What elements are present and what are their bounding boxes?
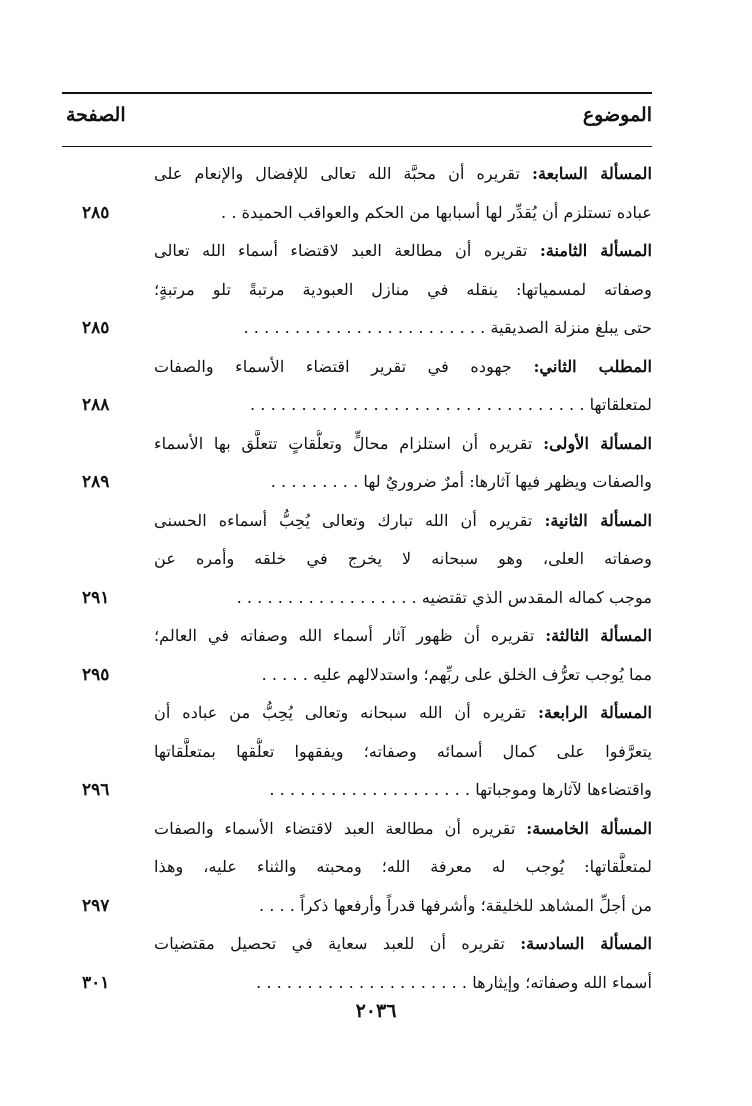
toc-line-text bbox=[154, 391, 652, 419]
toc-line bbox=[62, 772, 652, 811]
toc-leader-dots: . . . . . . . . . . . . . . . . . . bbox=[236, 587, 417, 607]
toc-line-text bbox=[154, 199, 652, 227]
toc-line bbox=[62, 464, 652, 503]
toc-line-text bbox=[154, 969, 652, 997]
toc-entry-text: لمتعلَّقاتها: يُوجب له معرفة الله؛ ومحبته والثناء عليه، وهذا bbox=[154, 857, 652, 876]
toc-leader-dots: . . . . . . . . . . . . . . . . . . . . . . . . bbox=[243, 318, 486, 337]
toc-entry-heading: المسألة الثانية: bbox=[544, 510, 652, 530]
toc-line bbox=[62, 272, 652, 311]
toc-leader-dots: . . . . . . . . . . . . . . . . . . . . . bbox=[256, 972, 468, 992]
toc-line-text bbox=[154, 853, 652, 881]
toc-line bbox=[62, 849, 652, 888]
toc-entry-text: وصفاته لمسمياتها: ينقله في منازل العبودية مرتبةً تلو مرتبةٍ؛ bbox=[154, 279, 652, 299]
toc-entry-text: تقريره أن الله سبحانه وتعالى يُحِبُّ من عباده أن bbox=[154, 703, 539, 722]
toc-entry-text: وصفاته العلى، وهو سبحانه لا يخرج في خلقه وأمره عن bbox=[154, 549, 652, 568]
toc-leader-dots: . . . . . bbox=[261, 664, 308, 684]
column-header-page: الصفحة bbox=[66, 104, 126, 126]
toc-line bbox=[62, 195, 652, 234]
toc-line bbox=[62, 695, 652, 734]
toc-entry-text: تقريره أن مطالعة العبد لاقتضاء الأسماء والصفات bbox=[154, 818, 527, 838]
column-header-topic: الموضوع bbox=[582, 104, 652, 126]
toc-line-text bbox=[154, 276, 652, 304]
toc-leader-dots: . . . . . . . . . bbox=[270, 472, 359, 491]
toc-entry-text: تقريره أن استلزام محالٍّ وتعلُّقاتٍ تتعلَّق بها الأسماء bbox=[154, 433, 544, 453]
toc-line-text bbox=[154, 930, 652, 958]
toc-page-number: ٢٩١ bbox=[82, 587, 110, 608]
toc-entry-text: جهوده في تقرير اقتضاء الأسماء والصفات bbox=[154, 356, 534, 376]
toc-line bbox=[62, 233, 652, 272]
toc-entry-text: يتعرَّفوا على كمال أسمائه وصفاته؛ ويفقهوا تعلُّقها بمتعلَّقاتها bbox=[154, 741, 652, 761]
toc-entry-heading: المطلب الثاني: bbox=[533, 356, 652, 376]
toc-entry-text: حتى يبلغ منزلة الصديقية bbox=[490, 318, 652, 337]
toc-leader-dots: . . bbox=[221, 202, 237, 222]
toc-line bbox=[62, 888, 652, 927]
toc-line-text bbox=[154, 815, 652, 843]
toc-line bbox=[62, 156, 652, 195]
toc-line bbox=[62, 618, 652, 657]
toc-line-text bbox=[154, 622, 652, 650]
toc-leader-dots: . . . . . . . . . . . . . . . . . . . . bbox=[269, 780, 471, 799]
toc-page-number: ٣٠١ bbox=[82, 972, 110, 993]
toc-page-number: ٢٨٨ bbox=[82, 395, 110, 415]
header-top-rule bbox=[62, 92, 652, 94]
toc-line bbox=[62, 580, 652, 619]
toc-line-text bbox=[154, 892, 652, 920]
toc-entry-heading: المسألة السابعة: bbox=[531, 164, 652, 183]
toc-line-text bbox=[154, 738, 652, 766]
toc-line bbox=[62, 503, 652, 542]
toc-leader-dots: . . . . . . . . . . . . . . . . . . . . . . . . . . . . . . . . . bbox=[250, 395, 585, 414]
toc-line-text bbox=[154, 545, 652, 573]
page-number: ٢٠٣٦ bbox=[355, 1000, 397, 1022]
toc-line-text bbox=[154, 237, 652, 265]
toc-leader-dots: . . . . bbox=[258, 895, 295, 915]
toc-line bbox=[62, 349, 652, 388]
toc-page-number: ٢٨٥ bbox=[82, 318, 110, 338]
toc-line-text bbox=[154, 776, 652, 804]
toc-entry-heading: المسألة السادسة: bbox=[520, 934, 652, 953]
toc-page-number: ٢٩٧ bbox=[82, 895, 110, 916]
toc-line-text bbox=[154, 584, 652, 612]
toc-entry-text: تقريره أن مطالعة العبد لاقتضاء أسماء الله تعالى bbox=[154, 241, 540, 260]
toc-entry-text: أسماء الله وصفاته؛ وإيثارها bbox=[472, 972, 652, 992]
toc-line bbox=[62, 541, 652, 580]
toc-entry-heading: المسألة الثالثة: bbox=[545, 626, 652, 645]
toc-line-text bbox=[154, 507, 652, 535]
toc-entry-text: والصفات ويظهر فيها آثارها: أمرٌ ضروريٌ لها bbox=[363, 472, 652, 491]
toc-line bbox=[62, 310, 652, 349]
toc-line bbox=[62, 426, 652, 465]
toc-entry-text: عباده تستلزم أن يُقدِّر لها أسبابها من الحكم والعواقب الحميدة bbox=[241, 202, 652, 222]
header-bottom-rule bbox=[62, 146, 652, 147]
toc-line-text bbox=[154, 468, 652, 496]
toc-entry-text: تقريره أن الله تبارك وتعالى يُحِبُّ أسماءه الحسنى bbox=[154, 510, 545, 530]
toc-line-text bbox=[154, 353, 652, 381]
toc-line bbox=[62, 657, 652, 696]
toc-entry-text: مما يُوجب تعرُّف الخلق على ربِّهم؛ واستدلالهم عليه bbox=[313, 664, 652, 684]
toc-line bbox=[62, 811, 652, 850]
toc-entry-text: من أجلِّ المشاهد للخليقة؛ وأشرفها قدراً وأرفعها ذكراً bbox=[300, 895, 652, 915]
toc-line bbox=[62, 387, 652, 426]
toc-page-number: ٢٩٦ bbox=[82, 780, 110, 800]
toc-entry-text: تقريره أن محبَّة الله تعالى للإفضال والإنعام على bbox=[154, 164, 532, 183]
toc-line-text bbox=[154, 314, 652, 342]
toc-entry-text: تقريره أن للعبد سعاية في تحصيل مقتضيات bbox=[154, 934, 521, 953]
toc-line-text bbox=[154, 430, 652, 458]
toc-line bbox=[62, 734, 652, 773]
toc-page-number: ٢٨٥ bbox=[82, 202, 110, 223]
toc-entry-text: موجب كماله المقدس الذي تقتضيه bbox=[421, 587, 652, 607]
toc-page-number: ٢٨٩ bbox=[82, 472, 110, 492]
toc-entry-heading: المسألة الرابعة: bbox=[538, 703, 652, 722]
toc-line-text bbox=[154, 661, 652, 689]
toc-entries bbox=[62, 156, 652, 1003]
toc-entry-heading: المسألة الخامسة: bbox=[526, 818, 652, 838]
toc-entry-text: تقريره أن ظهور آثار أسماء الله وصفاته في العالم؛ bbox=[154, 626, 546, 645]
toc-line-text bbox=[154, 699, 652, 727]
toc-line bbox=[62, 926, 652, 965]
toc-entry-text: واقتضاءها لآثارها وموجباتها bbox=[475, 780, 652, 799]
toc-line bbox=[62, 965, 652, 1004]
toc-page-number: ٢٩٥ bbox=[82, 664, 110, 685]
toc-entry-heading: المسألة الثامنة: bbox=[539, 241, 652, 260]
toc-entry-heading: المسألة الأولى: bbox=[543, 433, 652, 453]
toc-entry-text: لمتعلقاتها bbox=[589, 395, 652, 414]
toc-line-text bbox=[154, 160, 652, 188]
